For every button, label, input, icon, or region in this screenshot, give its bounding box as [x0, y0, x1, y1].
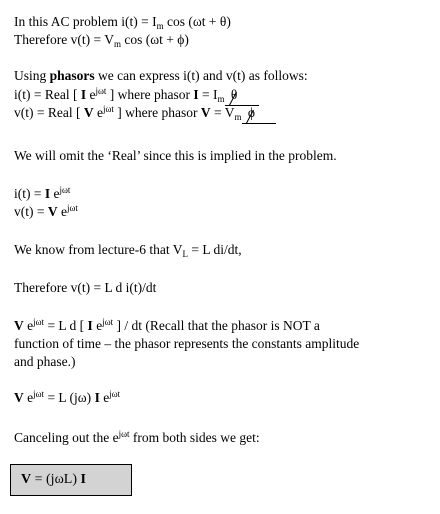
line-i-phasor-form: i(t) = I $e^{j\omega t}$	[14, 185, 71, 201]
line-omit-real: We will omit the ‘Real’ since this is implied in the problem.	[14, 148, 337, 163]
angle-symbol: θ	[228, 87, 237, 103]
line-v-phasor-form: v(t) = V $e^{j\omega t}$	[14, 203, 78, 219]
line-voltage-definition: Therefore $v(t) = V_m$ cos (ωt + ϕ)	[14, 32, 189, 49]
line-phasor-note: function of time – the phasor represents the constants amplitude	[14, 336, 360, 351]
line-phasor-derivative: V $e^{j\omega t} = L$ d [ I $e^{j\omega t}$ ] / dt (Recall that the phasor is NOT a	[14, 317, 320, 333]
line-lecture-reference: We know from lecture-6 that $V_L = L$ di/dt,	[14, 242, 242, 259]
line-current-definition: In this AC problem $i(t) = I_m$ cos (ωt + θ)	[14, 14, 231, 31]
line-using-phasors: Using phasors we can express i(t) and v(t) as follows:	[14, 68, 308, 83]
line-phasor-note-end: and phase.)	[14, 354, 76, 369]
result-box	[10, 464, 132, 496]
result-equation: V = (jωL) I	[21, 472, 86, 487]
line-jw-result: V $e^{j\omega t} = L$ (jω) I $e^{j\omega t}$	[14, 389, 121, 405]
line-voltage-phasor: v(t) = Real [ V $e^{j\omega t}$ ] where phasor $V = V_m$ ϕ	[14, 105, 255, 121]
line-current-phasor: i(t) = Real [ I $e^{j\omega t}$ ] where phasor $I = I_m$ θ	[14, 87, 237, 103]
line-therefore-derivative: Therefore v(t) = L d i(t)/dt	[14, 280, 157, 295]
angle-symbol: ϕ	[245, 105, 255, 121]
line-canceling: Canceling out the $e^{j\omega t}$ from both sides we get:	[14, 429, 260, 445]
